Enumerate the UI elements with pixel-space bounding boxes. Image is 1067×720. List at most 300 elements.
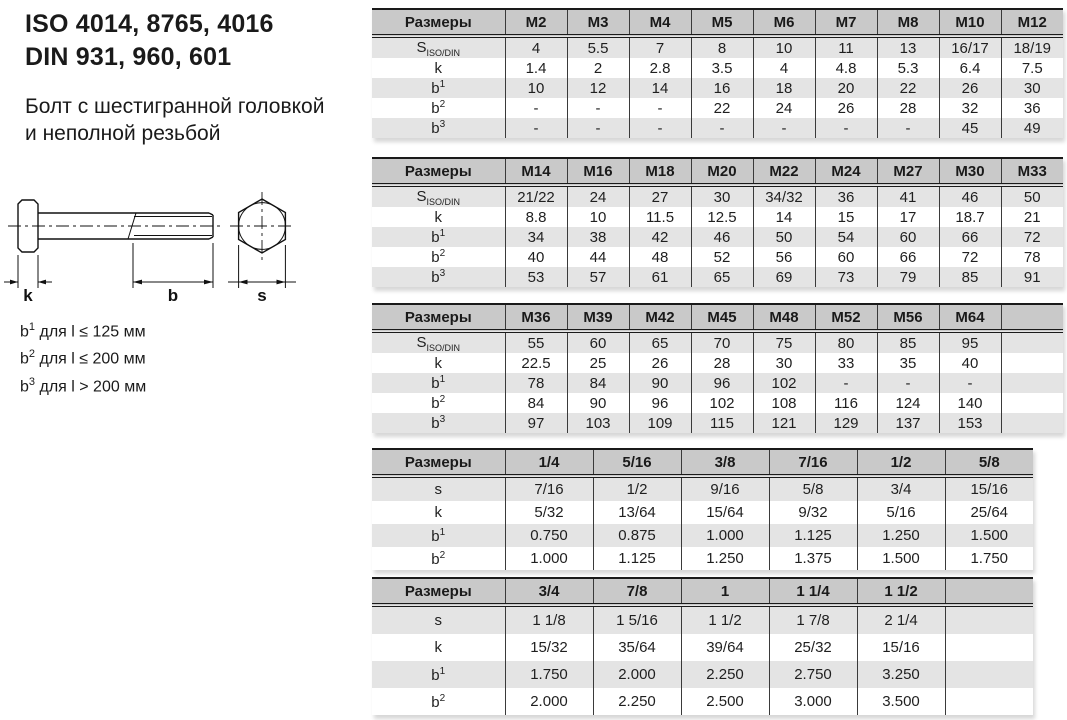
- value-cell: 32: [939, 98, 1001, 118]
- size-column-header: M64: [939, 304, 1001, 331]
- value-cell: 65: [629, 331, 691, 353]
- size-column-header: M36: [505, 304, 567, 331]
- row-label-cell: [372, 207, 505, 227]
- size-column-header: M24: [815, 158, 877, 185]
- row-label-base: b: [431, 666, 440, 684]
- value-cell: [1001, 373, 1063, 393]
- dimension-k: [4, 255, 52, 305]
- row-label-base: b: [431, 415, 440, 432]
- row-label-base: b: [431, 229, 440, 246]
- value-cell: 96: [629, 393, 691, 413]
- value-cell: 14: [753, 207, 815, 227]
- value-cell: 30: [691, 185, 753, 207]
- table-row: [372, 98, 1063, 118]
- row-label-cell: [372, 393, 505, 413]
- title-iso-line: ISO 4014, 8765, 4016: [25, 10, 274, 38]
- row-label-cell: [372, 413, 505, 433]
- value-cell: 121: [753, 413, 815, 433]
- value-cell: -: [629, 98, 691, 118]
- value-cell: 1/2: [593, 476, 681, 501]
- row-label-superscript: 2: [439, 394, 446, 405]
- row-label-base: b: [431, 120, 440, 137]
- table-row: [372, 524, 1033, 547]
- value-cell: 45: [939, 118, 1001, 138]
- value-cell: 72: [1001, 227, 1063, 247]
- table-row: [372, 58, 1063, 78]
- value-cell: 1.375: [769, 547, 857, 570]
- size-column-header: M7: [815, 9, 877, 36]
- value-cell: 3.250: [857, 661, 945, 688]
- value-cell: 15/16: [857, 634, 945, 661]
- value-cell: 49: [1001, 118, 1063, 138]
- row-label-superscript: 2: [439, 692, 446, 704]
- value-cell: 57: [567, 267, 629, 287]
- value-cell: 55: [505, 331, 567, 353]
- value-cell: 21/22: [505, 185, 567, 207]
- value-cell: 90: [567, 393, 629, 413]
- row-label-cell: [372, 247, 505, 267]
- value-cell: [1001, 413, 1063, 433]
- size-column-header: M20: [691, 158, 753, 185]
- table-header-row: [372, 449, 1033, 476]
- row-label-cell: [372, 373, 505, 393]
- value-cell: 4.8: [815, 58, 877, 78]
- table-header-row: [372, 578, 1033, 605]
- row-label-column-header: Размеры: [372, 449, 505, 476]
- bolt-technical-drawing: [0, 0, 310, 320]
- row-label-cell: [372, 688, 505, 715]
- table-row: [372, 476, 1033, 501]
- value-cell: 18: [753, 78, 815, 98]
- value-cell: 97: [505, 413, 567, 433]
- value-cell: 1.250: [681, 547, 769, 570]
- value-cell: 11.5: [629, 207, 691, 227]
- value-cell: 12.5: [691, 207, 753, 227]
- row-label-base: k: [434, 354, 442, 372]
- row-label-column-header: Размеры: [372, 9, 505, 36]
- value-cell: 16: [691, 78, 753, 98]
- value-cell: 1.4: [505, 58, 567, 78]
- value-cell: 2.000: [593, 661, 681, 688]
- value-cell: 12: [567, 78, 629, 98]
- value-cell: 17: [877, 207, 939, 227]
- value-cell: 5.5: [567, 36, 629, 58]
- value-cell: 34: [505, 227, 567, 247]
- value-cell: 54: [815, 227, 877, 247]
- table-row: [372, 605, 1033, 634]
- row-label-subscript: ISO/DIN: [426, 342, 461, 353]
- size-column-header: 5/8: [945, 449, 1033, 476]
- table-row: [372, 267, 1063, 287]
- row-label-superscript: 1: [439, 228, 446, 239]
- row-label-superscript: 1: [439, 526, 446, 538]
- value-cell: 66: [939, 227, 1001, 247]
- size-column-header: M27: [877, 158, 939, 185]
- row-label-cell: [372, 476, 505, 501]
- value-cell: 72: [939, 247, 1001, 267]
- value-cell: 78: [1001, 247, 1063, 267]
- row-label-superscript: 3: [28, 375, 36, 388]
- dimension-table-5: [372, 577, 1033, 715]
- value-cell: 1.750: [945, 547, 1033, 570]
- value-cell: -: [629, 118, 691, 138]
- value-cell: -: [567, 118, 629, 138]
- row-label-superscript: 1: [439, 374, 446, 385]
- row-label-cell: [372, 605, 505, 634]
- table-row: [372, 393, 1063, 413]
- table-header-row: [372, 9, 1063, 36]
- value-cell: 2.250: [681, 661, 769, 688]
- row-label-base: b: [20, 323, 29, 341]
- value-cell: 25/32: [769, 634, 857, 661]
- size-column-header: M42: [629, 304, 691, 331]
- value-cell: 61: [629, 267, 691, 287]
- value-cell: 39/64: [681, 634, 769, 661]
- value-cell: 1 1/2: [681, 605, 769, 634]
- value-cell: 15/16: [945, 476, 1033, 501]
- value-cell: 53: [505, 267, 567, 287]
- row-label-cell: [372, 227, 505, 247]
- value-cell: 2: [567, 58, 629, 78]
- dim-b-label: b: [167, 286, 179, 305]
- value-cell: 69: [753, 267, 815, 287]
- value-cell: 35: [877, 353, 939, 373]
- row-label-superscript: 3: [439, 268, 446, 279]
- value-cell: 102: [691, 393, 753, 413]
- size-column-header: 1 1/2: [857, 578, 945, 605]
- table-row: [372, 36, 1063, 58]
- value-cell: [1001, 393, 1063, 413]
- row-label-superscript: 2: [439, 248, 446, 259]
- table-row: [372, 688, 1033, 715]
- size-column-header: 7/8: [593, 578, 681, 605]
- value-cell: 95: [939, 331, 1001, 353]
- value-cell: 0.750: [505, 524, 593, 547]
- value-cell: 48: [629, 247, 691, 267]
- value-cell: 6.4: [939, 58, 1001, 78]
- row-label-base: b: [20, 377, 29, 395]
- value-cell: 18.7: [939, 207, 1001, 227]
- size-column-header: M8: [877, 9, 939, 36]
- value-cell: 66: [877, 247, 939, 267]
- table-row: [372, 501, 1033, 524]
- value-cell: -: [691, 118, 753, 138]
- row-label-base: k: [434, 504, 442, 521]
- value-cell: [1001, 331, 1063, 353]
- row-label-superscript: 2: [439, 549, 446, 561]
- row-label-cell: [372, 634, 505, 661]
- row-label-base: b: [431, 375, 440, 392]
- dim-s-label: s: [257, 286, 267, 305]
- value-cell: 85: [877, 331, 939, 353]
- title-din-line: DIN 931, 960, 601: [25, 43, 232, 71]
- value-cell: -: [815, 118, 877, 138]
- value-cell: 4: [753, 58, 815, 78]
- value-cell: 75: [753, 331, 815, 353]
- value-cell: 46: [691, 227, 753, 247]
- value-cell: 79: [877, 267, 939, 287]
- value-cell: 7.5: [1001, 58, 1063, 78]
- value-cell: 22: [691, 98, 753, 118]
- value-cell: 28: [691, 353, 753, 373]
- value-cell: 16/17: [939, 36, 1001, 58]
- value-cell: 2.500: [681, 688, 769, 715]
- size-column-header: [1001, 304, 1063, 331]
- size-column-header: 3/8: [681, 449, 769, 476]
- row-label-base: b: [431, 249, 440, 266]
- value-cell: 22: [877, 78, 939, 98]
- value-cell: -: [753, 118, 815, 138]
- value-cell: 13/64: [593, 501, 681, 524]
- table-row: [372, 78, 1063, 98]
- row-label-base: S: [416, 38, 427, 56]
- value-cell: 26: [939, 78, 1001, 98]
- table-row: [372, 547, 1033, 570]
- size-column-header: 7/16: [769, 449, 857, 476]
- value-cell: 50: [753, 227, 815, 247]
- row-label-superscript: 1: [28, 321, 36, 333]
- value-cell: 34/32: [753, 185, 815, 207]
- dim-k-label: k: [23, 286, 33, 305]
- value-cell: 1 5/16: [593, 605, 681, 634]
- value-cell: 1.000: [681, 524, 769, 547]
- value-cell: -: [567, 98, 629, 118]
- value-cell: -: [815, 373, 877, 393]
- value-cell: 2.250: [593, 688, 681, 715]
- row-label-base: b: [431, 100, 440, 117]
- value-cell: 0.875: [593, 524, 681, 547]
- dimension-table-4: [372, 448, 1033, 570]
- row-label-base: k: [434, 59, 442, 77]
- value-cell: 40: [505, 247, 567, 267]
- table-row: [372, 185, 1063, 207]
- row-label-cell: [372, 524, 505, 547]
- table-row: [372, 331, 1063, 353]
- row-label-base: b: [431, 550, 440, 568]
- table-row: [372, 118, 1063, 138]
- row-label-base: s: [434, 612, 442, 629]
- size-column-header: 5/16: [593, 449, 681, 476]
- value-cell: 1.750: [505, 661, 593, 688]
- dimension-b: [133, 243, 213, 305]
- value-cell: 60: [567, 331, 629, 353]
- value-cell: 2.8: [629, 58, 691, 78]
- row-label-base: b: [431, 269, 440, 286]
- bolt-end-view: [230, 192, 294, 260]
- value-cell: 25: [567, 353, 629, 373]
- row-label-base: k: [434, 639, 442, 656]
- row-label-subscript: ISO/DIN: [426, 47, 461, 58]
- value-cell: 20: [815, 78, 877, 98]
- value-cell: 7: [629, 36, 691, 58]
- value-cell: 46: [939, 185, 1001, 207]
- row-label-subscript: ISO/DIN: [426, 196, 461, 207]
- value-cell: 27: [629, 185, 691, 207]
- value-cell: [945, 661, 1033, 688]
- value-cell: 24: [567, 185, 629, 207]
- row-label-base: S: [416, 187, 427, 205]
- value-cell: 108: [753, 393, 815, 413]
- row-label-cell: [372, 185, 505, 207]
- value-cell: 3.000: [769, 688, 857, 715]
- row-label-base: b: [431, 395, 440, 412]
- value-cell: 90: [629, 373, 691, 393]
- value-cell: 96: [691, 373, 753, 393]
- table-row: [372, 373, 1063, 393]
- value-cell: 1.500: [857, 547, 945, 570]
- value-cell: 102: [753, 373, 815, 393]
- row-label-superscript: 1: [439, 665, 446, 677]
- value-cell: 50: [1001, 185, 1063, 207]
- value-cell: 25/64: [945, 501, 1033, 524]
- size-column-header: M10: [939, 9, 1001, 36]
- row-label-cell: [372, 36, 505, 58]
- value-cell: 60: [877, 227, 939, 247]
- table-row: [372, 207, 1063, 227]
- value-cell: 11: [815, 36, 877, 58]
- value-cell: 5/8: [769, 476, 857, 501]
- value-cell: 33: [815, 353, 877, 373]
- value-cell: 8: [691, 36, 753, 58]
- size-column-header: 1/4: [505, 449, 593, 476]
- size-column-header: M18: [629, 158, 691, 185]
- size-column-header: 3/4: [505, 578, 593, 605]
- size-column-header: M30: [939, 158, 1001, 185]
- row-label-base: k: [434, 208, 442, 226]
- dimension-table-1: [372, 8, 1063, 138]
- value-cell: 15/32: [505, 634, 593, 661]
- size-column-header: M56: [877, 304, 939, 331]
- dimension-s: [228, 245, 296, 305]
- value-cell: 2.000: [505, 688, 593, 715]
- size-column-header: M16: [567, 158, 629, 185]
- value-cell: 2 1/4: [857, 605, 945, 634]
- table-header-row: [372, 158, 1063, 185]
- value-cell: -: [505, 118, 567, 138]
- row-label-base: b: [20, 350, 29, 368]
- table-row: [372, 634, 1033, 661]
- value-cell: 38: [567, 227, 629, 247]
- value-cell: 91: [1001, 267, 1063, 287]
- value-cell: -: [939, 373, 1001, 393]
- size-column-header: M14: [505, 158, 567, 185]
- row-label-cell: [372, 267, 505, 287]
- value-cell: 1.000: [505, 547, 593, 570]
- row-label-base: b: [431, 527, 440, 545]
- value-cell: 65: [691, 267, 753, 287]
- value-cell: 3/4: [857, 476, 945, 501]
- value-cell: 5.3: [877, 58, 939, 78]
- size-column-header: M33: [1001, 158, 1063, 185]
- table-header-row: [372, 304, 1063, 331]
- value-cell: 14: [629, 78, 691, 98]
- value-cell: 80: [815, 331, 877, 353]
- value-cell: 1 1/8: [505, 605, 593, 634]
- value-cell: 1.500: [945, 524, 1033, 547]
- value-cell: 9/16: [681, 476, 769, 501]
- value-cell: 1.250: [857, 524, 945, 547]
- value-cell: 41: [877, 185, 939, 207]
- value-cell: 70: [691, 331, 753, 353]
- value-cell: 116: [815, 393, 877, 413]
- value-cell: 35/64: [593, 634, 681, 661]
- value-cell: 73: [815, 267, 877, 287]
- value-cell: 10: [753, 36, 815, 58]
- value-cell: 5/16: [857, 501, 945, 524]
- footnote-line: $b^1$ для l ≤ 125 мм: [20, 321, 146, 341]
- footnotes: [20, 316, 146, 398]
- value-cell: 2.750: [769, 661, 857, 688]
- table-row: [372, 661, 1033, 688]
- value-cell: [1001, 353, 1063, 373]
- row-label-superscript: 2: [439, 99, 446, 110]
- value-cell: 153: [939, 413, 1001, 433]
- row-label-superscript: 1: [439, 79, 446, 90]
- row-label-cell: [372, 661, 505, 688]
- row-label-cell: [372, 98, 505, 118]
- size-column-header: 1/2: [857, 449, 945, 476]
- value-cell: 15/64: [681, 501, 769, 524]
- size-column-header: M2: [505, 9, 567, 36]
- row-label-superscript: 3: [439, 119, 446, 130]
- value-cell: 84: [567, 373, 629, 393]
- value-cell: 140: [939, 393, 1001, 413]
- value-cell: 44: [567, 247, 629, 267]
- value-cell: 52: [691, 247, 753, 267]
- value-cell: 56: [753, 247, 815, 267]
- row-label-superscript: 3: [439, 414, 446, 425]
- value-cell: 1.125: [593, 547, 681, 570]
- value-cell: 3.5: [691, 58, 753, 78]
- value-cell: 26: [629, 353, 691, 373]
- row-label-cell: [372, 118, 505, 138]
- value-cell: 109: [629, 413, 691, 433]
- value-cell: -: [505, 98, 567, 118]
- size-column-header: M52: [815, 304, 877, 331]
- value-cell: 60: [815, 247, 877, 267]
- value-cell: 24: [753, 98, 815, 118]
- value-cell: 36: [1001, 98, 1063, 118]
- value-cell: 124: [877, 393, 939, 413]
- bolt-side-view: [8, 200, 224, 252]
- value-cell: 4: [505, 36, 567, 58]
- value-cell: 1.125: [769, 524, 857, 547]
- value-cell: 26: [815, 98, 877, 118]
- value-cell: 30: [753, 353, 815, 373]
- value-cell: 21: [1001, 207, 1063, 227]
- value-cell: -: [877, 118, 939, 138]
- value-cell: 129: [815, 413, 877, 433]
- value-cell: 18/19: [1001, 36, 1063, 58]
- row-label-cell: [372, 501, 505, 524]
- table-row: [372, 227, 1063, 247]
- table-row: [372, 247, 1063, 267]
- size-column-header: M4: [629, 9, 691, 36]
- value-cell: 15: [815, 207, 877, 227]
- size-column-header: M45: [691, 304, 753, 331]
- value-cell: 13: [877, 36, 939, 58]
- size-column-header: M39: [567, 304, 629, 331]
- value-cell: 40: [939, 353, 1001, 373]
- size-column-header: M12: [1001, 9, 1063, 36]
- row-label-superscript: 2: [28, 348, 36, 361]
- value-cell: 1 7/8: [769, 605, 857, 634]
- row-label-base: b: [431, 80, 440, 97]
- row-label-column-header: Размеры: [372, 578, 505, 605]
- table-row: [372, 353, 1063, 373]
- value-cell: [945, 634, 1033, 661]
- value-cell: [945, 688, 1033, 715]
